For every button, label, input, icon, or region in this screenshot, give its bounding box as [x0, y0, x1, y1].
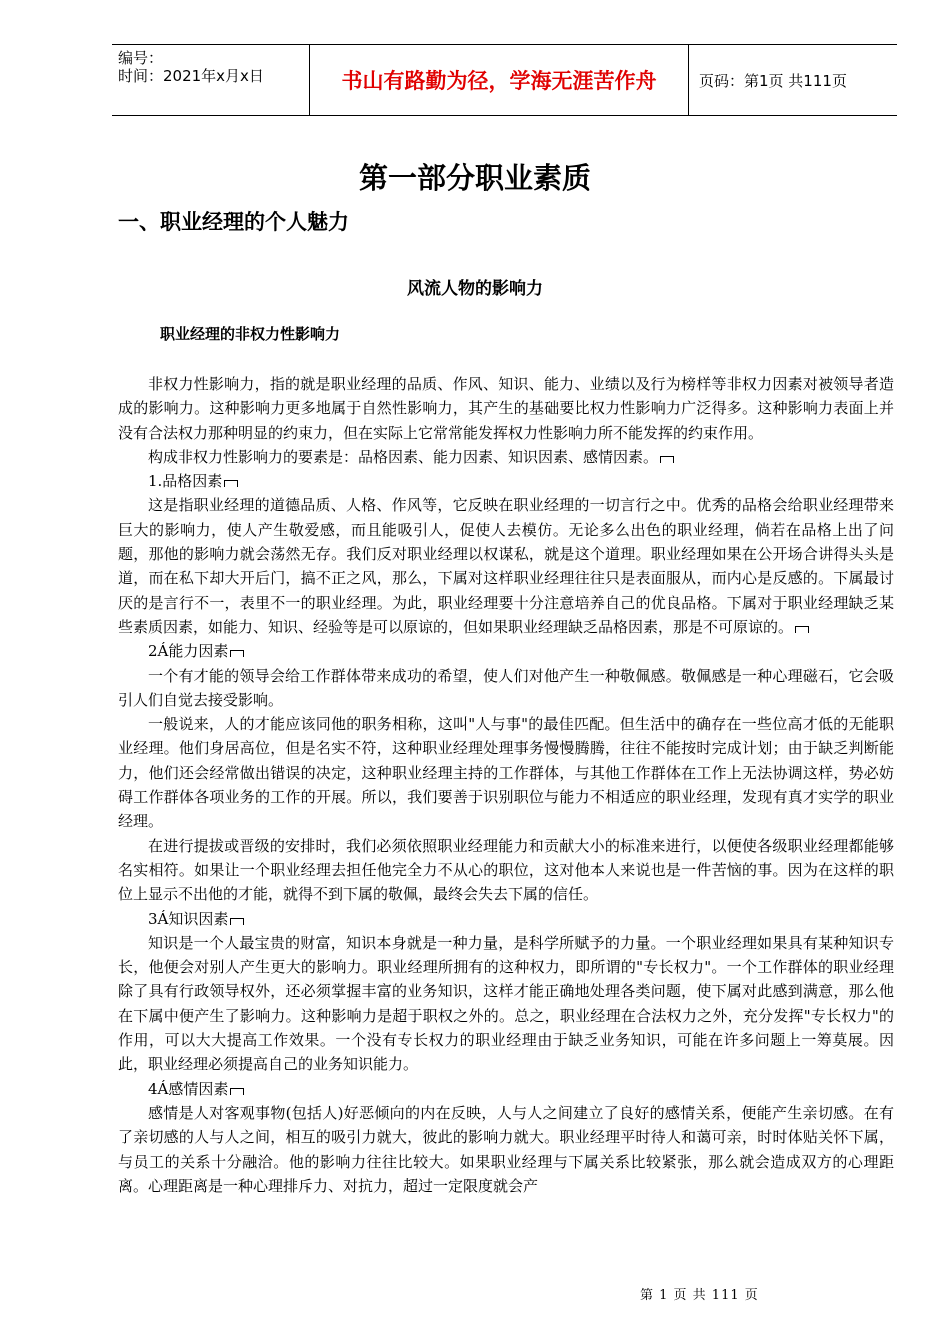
subheading: 职业经理的非权力性影响力: [160, 325, 341, 343]
page-footer: 第 1 页 共 111 页: [640, 1288, 759, 1303]
paragraph: 在进行提拔或晋级的安排时，我们必须依照职业经理能力和贡献大小的标准来进行，以便使各级职业经理都能够名实相符。如果让一个职业经理去担任他完全力不从心的职位，这对他本人来说也是一件苦恼的事。因为在这样的职位上显示不出他的才能，就得不到下属的敬佩，最终会失去下属的信任。: [118, 836, 894, 904]
item-heading: 2Á能力因素: [118, 639, 894, 663]
header-id: 编号：: [118, 49, 164, 67]
paragraph: 感情是人对客观事物(包括人)好恶倾向的内在反映，人与人之间建立了良好的感情关系，便能产生亲切感。在有了亲切感的人与人之间，相互的吸引力就大，彼此的影响力就大。职业经理平时待人和蔼可亲，时时体贴关怀下属，与员工的关系十分融洽。他的影响力往往比较大。如果职业经理与下属关系比较紧张，那么就会造成双方的心理距离。心理距离是一种心理排斥力、对抗力，超过一定限度就会产: [118, 1103, 894, 1195]
paragraph: 一个有才能的领导会给工作群体带来成功的希望，使人们对他产生一种敬佩感。敬佩感是一种心理磁石，它会吸引人们自觉去接受影响。: [118, 666, 894, 709]
paragraph-mark-icon: [795, 626, 809, 633]
body-text: [118, 372, 894, 1198]
header-meta: [112, 45, 310, 115]
paragraph-mark-icon: [224, 480, 238, 487]
paragraph: 知识是一个人最宝贵的财富，知识本身就是一种力量，是科学所赋予的力量。一个职业经理如果具有某种知识专长，他便会对别人产生更大的影响力。职业经理所拥有的这种权力，即所谓的"专长权力"。一个工作群体的职业经理除了具有行政领导权外，还必须掌握丰富的业务知识，这样才能正确地处理各类问题，使下属对此感到满意，那么他在下属中便产生了影响力。这种影响力是超于职权之外的。总之，职业经理在合法权力之外，充分发挥"专长权力"的作用，可以大大提高工作效果。一个没有专长权力的职业经理由于缺乏业务知识，可能在许多问题上一筹莫展。因此，职业经理必须提高自己的业务知识能力。: [118, 933, 894, 1074]
paragraph-mark-icon: [230, 650, 244, 657]
page-header: [112, 44, 897, 116]
paragraph: 非权力性影响力，指的就是职业经理的品质、作风、知识、能力、业绩以及行为榜样等非权力因素对被领导者造成的影响力。这种影响力更多地属于自然性影响力，其产生的基础要比权力性影响力广泛得多。这种影响力表面上并没有合法权力那种明显的约束力，但在实际上它常常能发挥权力性影响力所不能发挥的约束作用。: [118, 375, 894, 442]
item-heading: 4Á感情因素: [118, 1077, 894, 1101]
header-time: 时间：2021年x月x日: [118, 67, 264, 85]
paragraph: 构成非权力性影响力的要素是：品格因素、能力因素、知识因素、感情因素。: [118, 445, 894, 469]
page-title: 第一部分职业素质: [358, 161, 591, 195]
section-title: 一、职业经理的个人魅力: [118, 210, 349, 234]
paragraph-mark-icon: [230, 918, 244, 925]
item-heading: 3Á知识因素: [118, 907, 894, 931]
header-motto: 书山有路勤为径，学海无涯苦作舟: [310, 45, 689, 115]
paragraph: 这是指职业经理的道德品质、人格、作风等，它反映在职业经理的一切言行之中。优秀的品格会给职业经理带来巨大的影响力，使人产生敬爱感，而且能吸引人，促使人去模仿。无论多么出色的职业经理，倘若在品格上出了问题，那他的影响力就会荡然无存。我们反对职业经理以权谋私，就是这个道理。职业经理如果在公开场合讲得头头是道，而在私下却大开后门，搞不正之风，那么，下属对这样职业经理往往只是表面服从，而内心是反感的。下属最讨厌的是言行不一，表里不一的职业经理。为此，职业经理要十分注意培养自己的优良品格。下属对于职业经理缺乏某些素质因素，如能力、知识、经验等是可以原谅的，但如果职业经理缺乏品格因素，那是不可原谅的。: [118, 496, 894, 636]
header-page-info: 页码：第1页 共111页: [699, 71, 847, 90]
paragraph: 一般说来，人的才能应该同他的职务相称，这叫"人与事"的最佳匹配。但生活中的确存在一些位高才低的无能职业经理。他们身居高位，但是名实不符，这种职业经理处理事务慢慢腾腾，往往不能按时完成计划；由于缺乏判断能力，他们还会经常做出错误的决定，这种职业经理主持的工作群体，与其他工作群体在工作上无法协调这样，势必妨碍工作群体各项业务的工作的开展。所以，我们要善于识别职位与能力不相适应的职业经理，发现有真才实学的职业经理。: [118, 715, 894, 831]
item-heading: 1.品格因素: [118, 469, 894, 493]
subtitle: 风流人物的影响力: [407, 279, 543, 299]
paragraph-mark-icon: [660, 456, 674, 463]
paragraph-mark-icon: [230, 1088, 244, 1095]
